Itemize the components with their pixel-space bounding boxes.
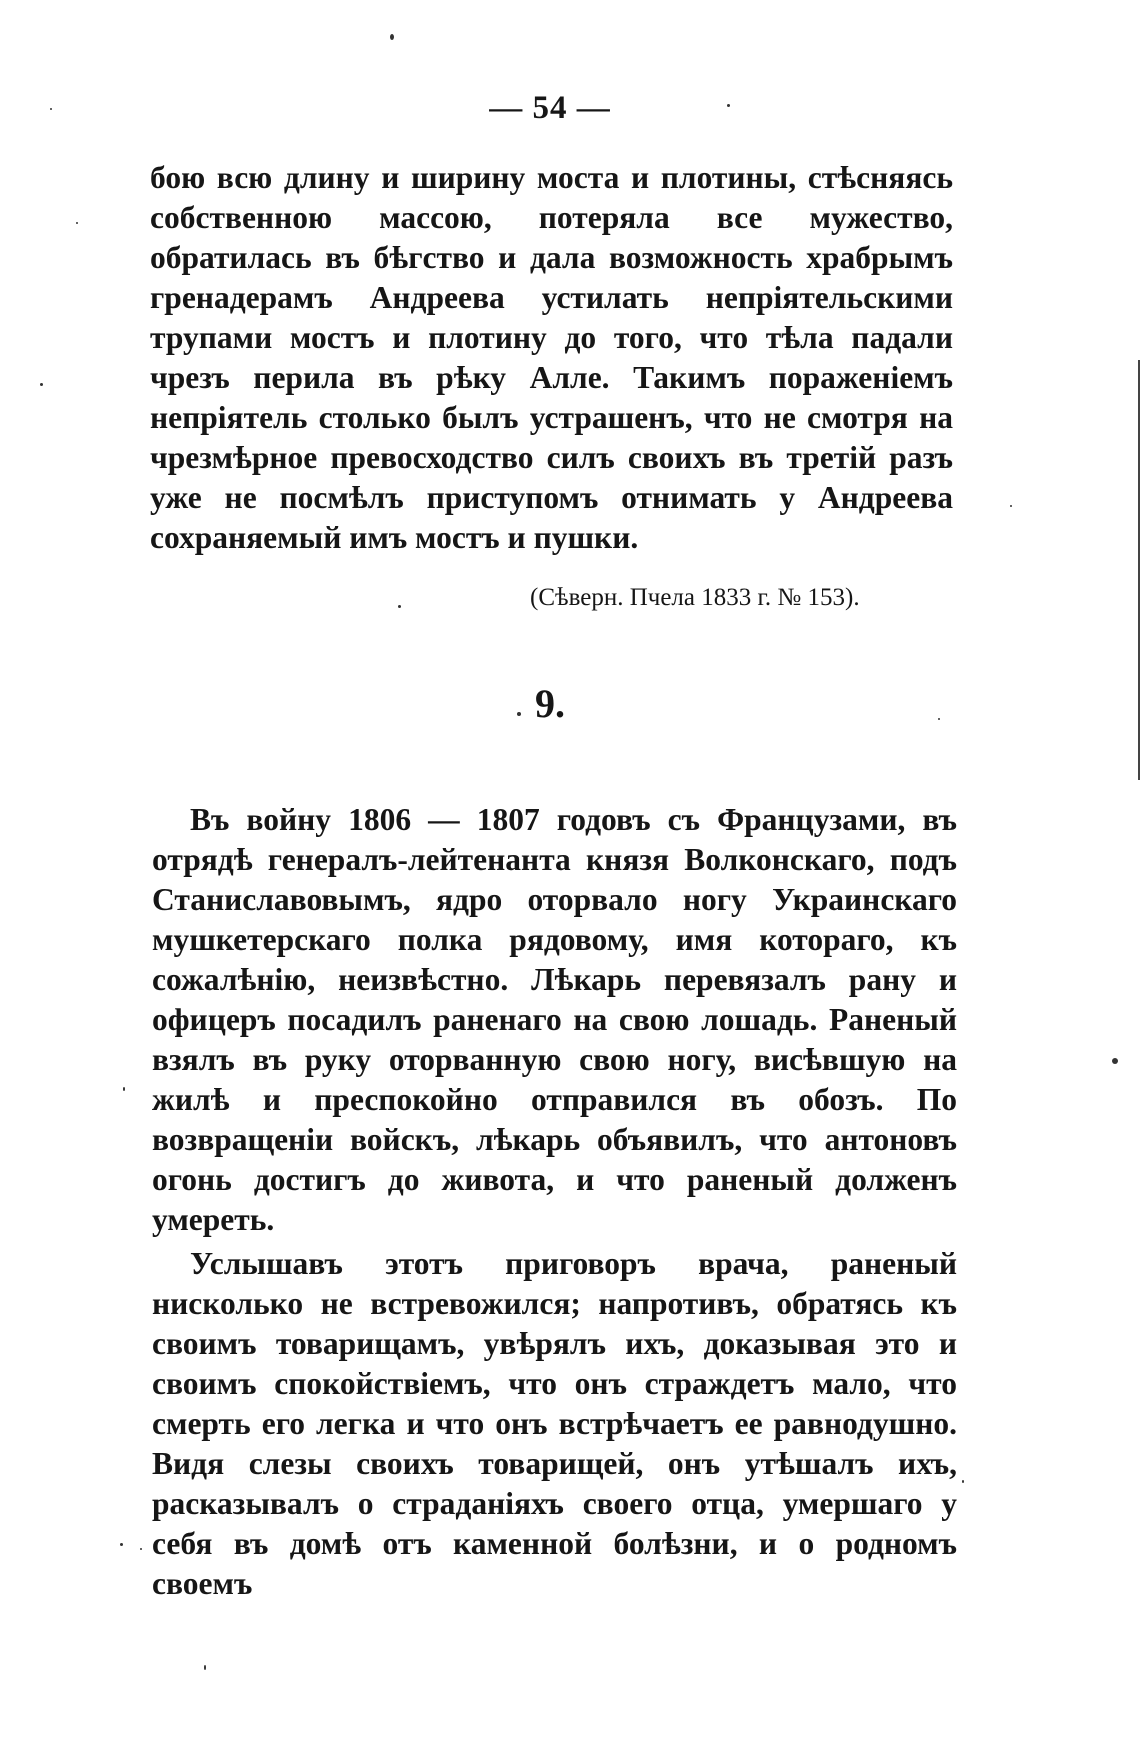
- page-number: — 54 —: [489, 90, 611, 126]
- scan-speck: [204, 1665, 206, 1670]
- scan-speck: [390, 34, 394, 40]
- paragraph-block-top: [150, 158, 953, 558]
- scan-speck: [40, 383, 43, 386]
- scan-speck: [76, 222, 78, 224]
- scan-speck: [938, 718, 940, 720]
- paragraph: бою всю длину и ширину моста и плотины, стѣсняясь собственною массою, потеряла все мужество, обратилась въ бѣгство и дала возможность храбрымъ гренадерамъ Андреева устилать непріятельскими трупами мостъ и плотину до того, что тѣла падали чрезъ перила въ рѣку Алле. Такимъ пораженіемъ непріятель столько былъ устрашенъ, что не смотря на чрезмѣрное превосходство силъ своихъ въ третій разъ уже не посмѣлъ приступомъ отнимать у Андреева сохраняемый имъ мостъ и пушки.: [150, 160, 953, 555]
- scan-speck: [1112, 1058, 1118, 1064]
- scan-speck: [1010, 505, 1012, 507]
- paragraph: Въ войну 1806 — 1807 годовъ съ Французами, въ отрядѣ генералъ-лейтенанта князя Волконскаго, подъ Станиславовымъ, ядро оторвало ногу Украинскаго мушкетерскаго полка рядовому, имя котораго, къ сожалѣнію, неизвѣстно. Лѣкарь перевязалъ рану и офицеръ посадилъ раненаго на свою лошадь. Раненый взялъ въ руку оторванную свою ногу, висѣвшую на жилѣ и преспокойно отправился въ обозъ. По возвращеніи войскъ, лѣкарь объявилъ, что антоновъ огонь достигъ до живота, и что раненый долженъ умереть.: [152, 802, 957, 1237]
- scan-speck: [50, 108, 52, 110]
- scan-speck: [962, 1480, 964, 1483]
- scan-speck: [398, 605, 401, 608]
- scan-speck: [727, 104, 730, 107]
- paragraph-block-main: [152, 800, 957, 1604]
- scan-speck: [140, 1548, 142, 1550]
- scan-speck: [120, 1543, 123, 1546]
- scan-speck: [123, 1087, 125, 1091]
- paragraph: Услышавъ этотъ приговоръ врача, раненый нисколько не встревожился; напротивъ, обратясь къ своимъ товарищамъ, увѣрялъ ихъ, доказывая это и своимъ спокойствіемъ, что онъ страждетъ мало, что смерть его легка и что онъ встрѣчаетъ ее равнодушно. Видя слезы своихъ товарищей, онъ утѣшалъ ихъ, расказывалъ о страданіяхъ своего отца, умершаго у себя въ домѣ отъ каменной болѣзни, и о родномъ своемъ: [152, 1246, 957, 1601]
- section-number: 9.: [535, 681, 565, 726]
- scan-speck: [517, 712, 521, 716]
- source-citation: (Сѣверн. Пчела 1833 г. № 153).: [530, 584, 860, 611]
